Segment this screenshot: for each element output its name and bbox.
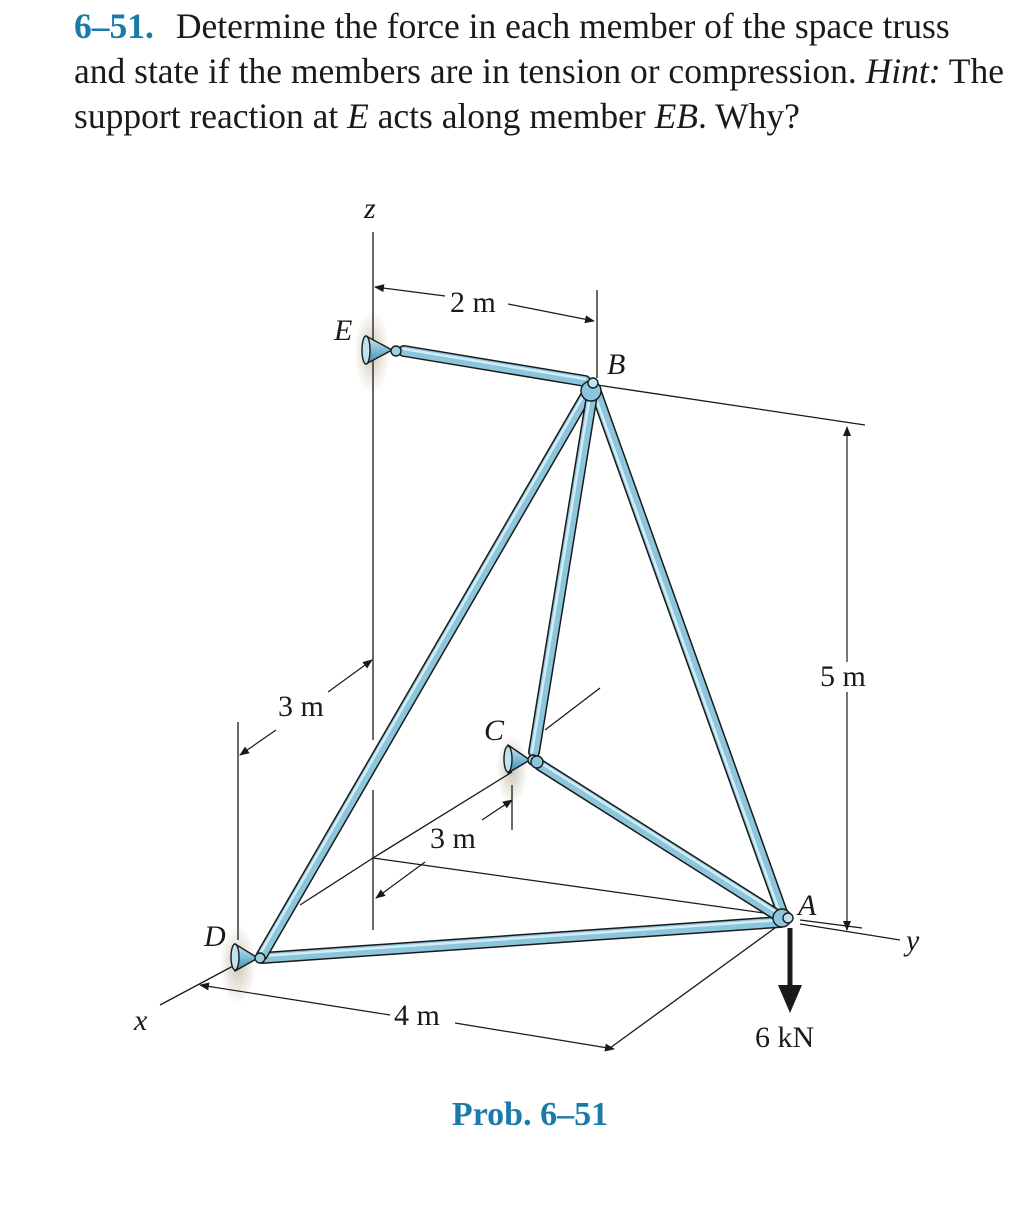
dim-width-left [200, 985, 390, 1015]
figure-caption: Prob. 6–51 [451, 1096, 609, 1133]
dim-eb-left [375, 287, 445, 296]
truss-members [260, 349, 784, 958]
label-dim-height: 5 m [820, 660, 866, 693]
label-joint-e: E [334, 314, 353, 347]
label-joint-b: B [607, 348, 626, 381]
text-segment-0: Determine the force in each member of the space truss and state if the members are in tension or compression. [74, 6, 950, 91]
member-da [262, 920, 780, 958]
b-extension-line [597, 385, 865, 425]
label-joint-d: D [204, 920, 226, 953]
load-arrow [778, 928, 802, 1013]
label-dim-d-depth: 3 m [278, 690, 324, 723]
dim-c-depth-lower [376, 862, 425, 898]
text-segment-6: . Why? [698, 96, 800, 136]
text-segment-e: E [347, 96, 369, 136]
origin-to-a [373, 858, 778, 915]
text-segment-2: The support reaction at [74, 51, 1005, 136]
label-joint-a: A [798, 889, 817, 922]
label-axis-z: z [364, 192, 376, 225]
label-axis-y: y [906, 924, 920, 957]
member-ca [540, 763, 781, 917]
label-dim-c-depth: 3 m [430, 822, 476, 855]
a-to-base-line [610, 928, 775, 1048]
joint-c-pin [531, 756, 543, 768]
label-joint-c: C [484, 714, 505, 747]
dim-c-depth-upper [482, 800, 512, 820]
label-load: 6 kN [755, 1021, 815, 1054]
joint-a-pin [773, 909, 793, 927]
dim-d-depth-lower [240, 730, 276, 755]
dim-eb-right [508, 304, 594, 321]
c-to-b-hidden [545, 688, 600, 730]
member-ab [594, 392, 784, 919]
member-db [260, 391, 588, 955]
text-segment-eb: EB [654, 96, 698, 136]
supports [231, 336, 538, 971]
dim-width-right [455, 1023, 614, 1049]
label-dim-eb: 2 m [450, 286, 496, 319]
member-eb [404, 349, 585, 381]
label-axis-x: x [134, 1004, 148, 1037]
dim-d-depth-upper [328, 660, 372, 692]
problem-number: 6–51. [74, 6, 154, 46]
label-dim-width: 4 m [394, 999, 440, 1032]
text-segment-4: acts along member [368, 96, 655, 136]
text-segment-hint: Hint: [865, 51, 941, 91]
axes-and-construction-lines [160, 232, 900, 1048]
